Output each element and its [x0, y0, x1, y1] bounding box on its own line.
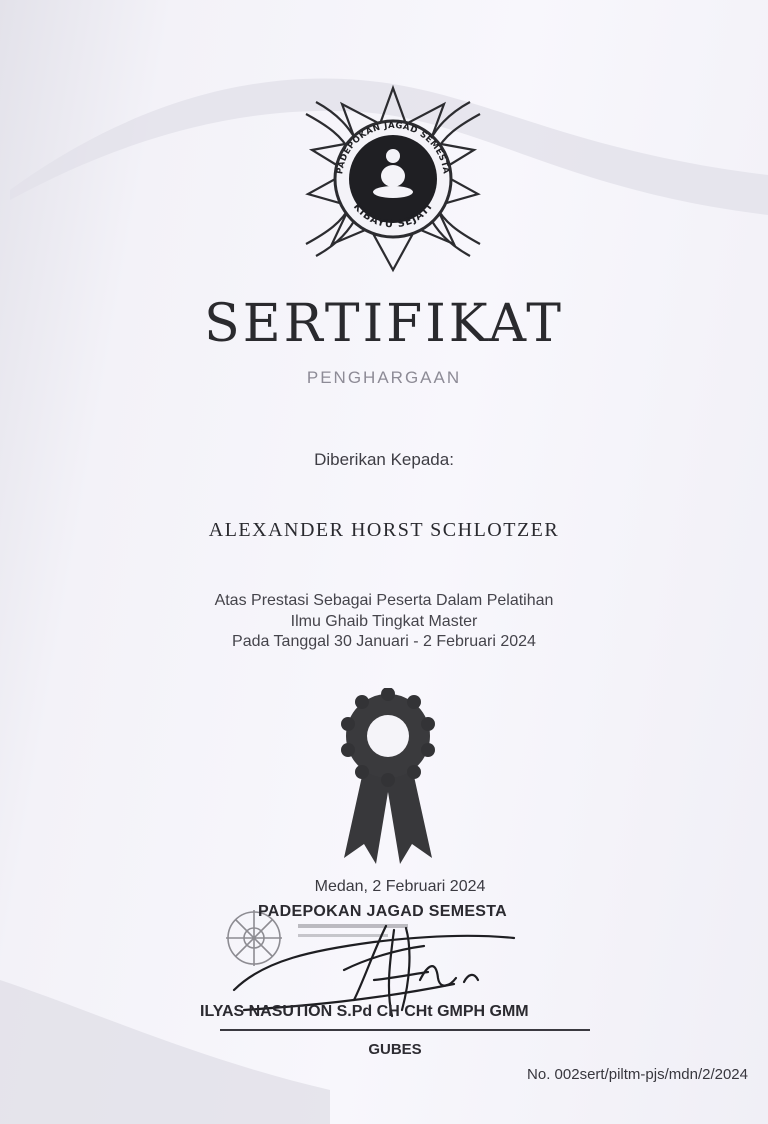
description-line: Atas Prestasi Sebagai Peserta Dalam Pelatihan — [214, 592, 554, 609]
seal-text-top: PADEPOKAN JAGAD SEMESTA — [335, 120, 451, 175]
signature-line — [220, 1029, 590, 1031]
place-date: Medan, 2 Februari 2024 — [314, 878, 486, 895]
organization-name: PADEPOKAN JAGAD SEMESTA — [258, 903, 508, 920]
description-line: Ilmu Ghaib Tingkat Master — [290, 613, 478, 630]
certificate-number: No. 002sert/piltm-pjs/mdn/2/2024 — [527, 1066, 748, 1083]
signer-position: GUBES — [368, 1041, 422, 1058]
svg-text:PADEPOKAN JAGAD SEMESTA — [335, 121, 451, 175]
award-ribbon-icon — [330, 688, 446, 868]
signer-name: ILYAS NASUTION S.Pd CH CHt GMPH GMM — [200, 1003, 529, 1020]
seal-lettering — [298, 84, 488, 274]
svg-text:KIBAYU SEJATI — [351, 201, 435, 230]
certificate-title: SERTIFIKAT — [204, 294, 564, 354]
description-line: Pada Tanggal 30 Januari - 2 Februari 2024 — [232, 633, 536, 650]
seal-text-bottom: KIBAYU SEJATI — [350, 201, 436, 231]
recipient-name: ALEXANDER HORST SCHLOTZER — [208, 519, 560, 541]
certificate-subtitle: PENGHARGAAN — [306, 368, 462, 387]
given-to-label: Diberikan Kepada: — [314, 450, 454, 469]
